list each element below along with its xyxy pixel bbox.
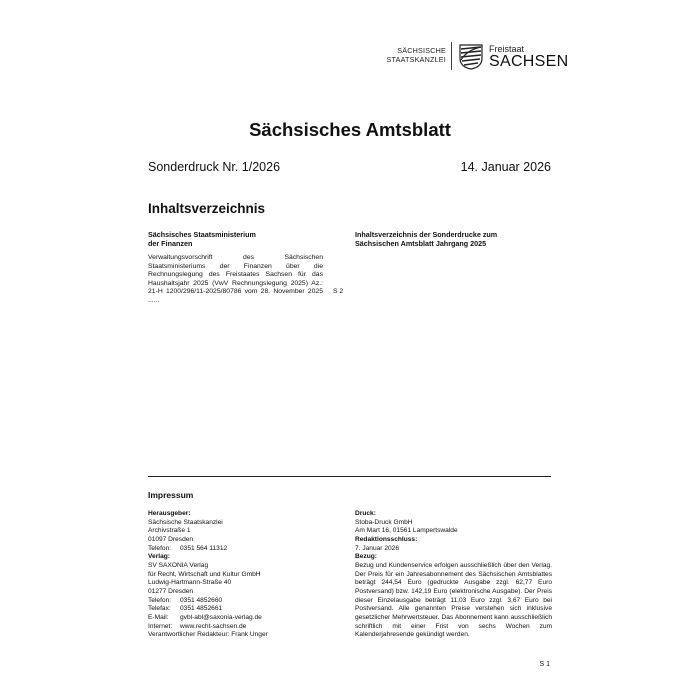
herausgeber-line: Sächsische Staatskanzlei	[148, 518, 223, 526]
verlag-line: SV SAXONIA Verlag	[148, 561, 209, 569]
sonderdrucke-line: Inhaltsverzeichnis der Sonderdrucke zum	[355, 230, 498, 239]
contact-key: Telefax:	[148, 605, 171, 613]
issue-date: 14. Januar 2026	[460, 160, 551, 174]
logo-line: SÄCHSISCHE	[397, 46, 446, 55]
impressum-left-column	[148, 510, 338, 640]
toc-sonderdrucke-link[interactable]	[355, 230, 555, 248]
redaktionsschluss-date: 7. Januar 2026	[355, 544, 399, 552]
impressum-heading: Impressum	[148, 490, 194, 500]
verlag-phone	[148, 597, 338, 606]
logo-line: STAATSKANZLEI	[386, 55, 446, 64]
verlag-fax	[148, 605, 338, 614]
druck-line: Stoba-Druck GmbH	[355, 518, 413, 526]
redakteur-line: Verantwortlicher Redakteur: Frank Unger	[148, 631, 268, 639]
verlag-label: Verlag:	[148, 553, 170, 561]
herausgeber-line: 01097 Dresden	[148, 535, 194, 543]
contact-key: Internet:	[148, 622, 173, 630]
sonderdrucke-line: Sächsischen Amtsblatt Jahrgang 2025	[355, 239, 487, 248]
toc-ministry-heading	[148, 230, 338, 248]
redaktionsschluss-label: Redaktionsschluss:	[355, 535, 418, 543]
toc-entry-page: S 2	[333, 288, 344, 295]
impressum-right-column	[355, 510, 552, 640]
logo-sachsen: SACHSEN	[489, 53, 569, 70]
divider-rule	[148, 476, 551, 477]
toc-entry-link[interactable]: Verwaltungsvorschrift des Sächsischen Staatsministeriums der Finanzen über die Rechnungslegung des Freistaates Sachsen für das Haushaltsjahr 2025 (VwV Rechnungslegung 2025) Az.: 21-H 1200/296/11-2025/80786 vom 28. November 2025 ......	[148, 254, 323, 304]
phone-key: Telefon:	[148, 544, 172, 552]
verlag-line: 01277 Dresden	[148, 587, 194, 595]
document-title: Sächsisches Amtsblatt	[249, 119, 451, 140]
contact-value: 0351 4852661	[180, 605, 223, 613]
verlag-internet	[148, 623, 338, 632]
phone-value: 0351 564 11312	[180, 544, 228, 552]
contact-value: 0351 4852660	[180, 596, 223, 604]
saxony-coat-of-arms-icon	[459, 44, 483, 70]
ministry-line: Sächsisches Staatsministerium	[148, 230, 256, 239]
logo-freistaat: Freistaat	[489, 44, 525, 54]
druck-label: Druck:	[355, 510, 376, 517]
herausgeber-label: Herausgeber:	[148, 510, 191, 517]
website-link[interactable]: www.recht-sachsen.de	[180, 622, 247, 630]
druck-line: Am Mart 16, 01561 Lampertswalde	[355, 527, 458, 535]
contact-key: E-Mail:	[148, 613, 169, 621]
herausgeber-phone	[148, 545, 338, 554]
bezug-label: Bezug:	[355, 553, 377, 561]
issue-number: Sonderdruck Nr. 1/2026	[148, 160, 281, 174]
herausgeber-line: Archivstraße 1	[148, 527, 191, 535]
verlag-email	[148, 614, 338, 623]
freistaat-sachsen-logo	[459, 42, 569, 72]
ministry-line: der Finanzen	[148, 239, 193, 248]
contact-key: Telefon:	[148, 596, 172, 604]
logo-divider	[451, 42, 452, 70]
page-number: S 1	[539, 661, 550, 668]
verlag-line: für Recht, Wirtschaft und Kultur GmbH	[148, 570, 261, 578]
staatskanzlei-logo	[378, 46, 446, 64]
email-link[interactable]: gvbl-abl@saxonia-verlag.de	[180, 613, 262, 621]
bezug-text: Bezug und Kundenservice erfolgen ausschließlich über den Verlag. Der Preis für ein Jahresabonnement des Sächsischen Amtsblattes beträgt 244,54 Euro (gedruckte Ausgabe zzgl. 62,77 Euro Postversand) bzw. 142,19 Euro (elektronische Ausgabe). Der Preis dieser Einzelausgabe beträgt 11,03 Euro zzgl. 3,67 Euro bei Postversand. Alle genannten Preise verstehen sich inklusive gesetzlicher Mehrwertsteuer. Das Abonnement kann ausschließlich schriftlich mit einer Frist von sechs Wochen zum Kalenderjahresende gekündigt werden.	[355, 561, 552, 639]
verlag-line: Ludwig-Hartmann-Straße 40	[148, 579, 232, 587]
toc-heading: Inhaltsverzeichnis	[148, 201, 266, 216]
